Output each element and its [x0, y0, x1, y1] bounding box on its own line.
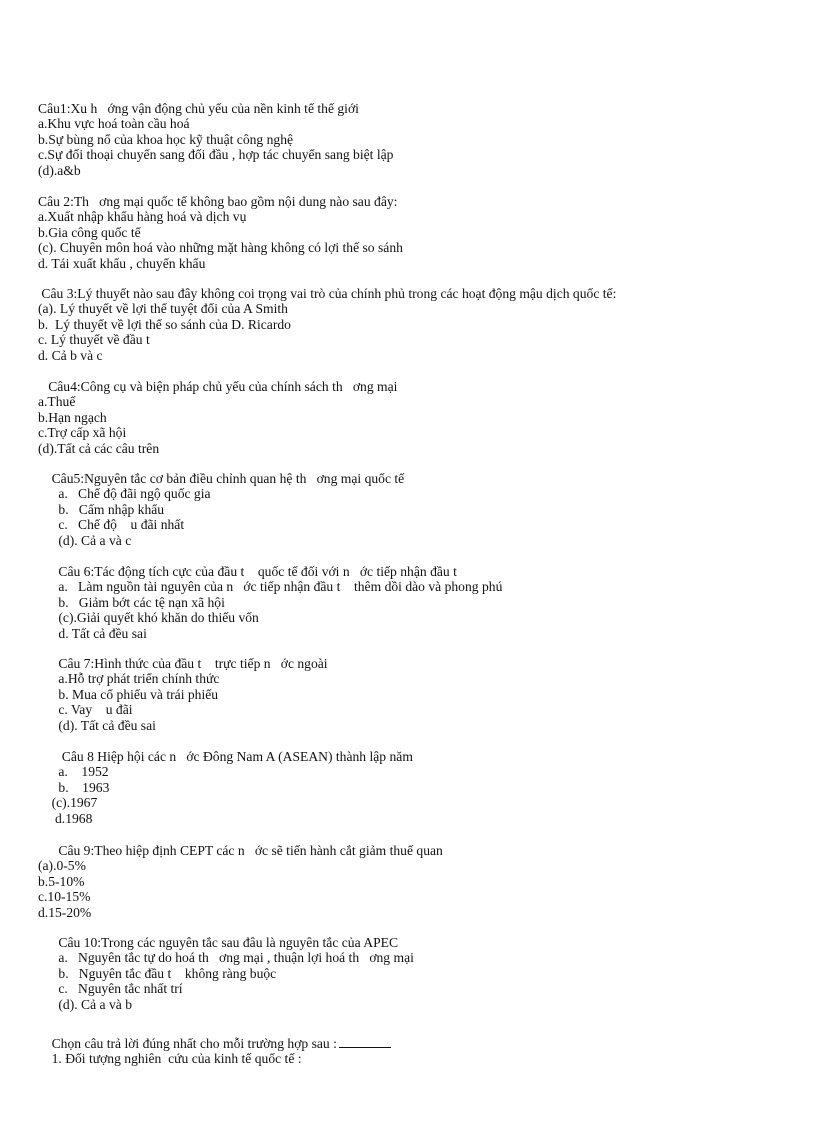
question-5: [38, 471, 816, 548]
instruction-line: [38, 1036, 816, 1051]
question-8: [38, 749, 816, 826]
answer-option: b.Sự bùng nổ của khoa học kỹ thuật công nghệ: [38, 131, 294, 147]
answer-option: b. Nguyên tắc đầu t không ràng buộc: [38, 965, 277, 981]
sub-question-1: 1. Đối tượng nghiên cứu của kinh tế quốc tế :: [38, 1051, 302, 1067]
answer-option: (a). Lý thuyết về lợi thế tuyệt đối của A Smith: [38, 301, 288, 317]
answer-option: a. Nguyên tắc tự do hoá th ơng mại , thuận lợi hoá th ơng mại: [38, 950, 414, 966]
answer-option: c.Trợ cấp xã hội: [38, 425, 127, 441]
answer-option: b.Hạn ngạch: [38, 409, 107, 425]
answer-option: b.5-10%: [38, 873, 85, 889]
answer-option: c.Sự đối thoại chuyển sang đối đầu , hợp tác chuyển sang biệt lập: [38, 147, 394, 163]
answer-option: c. Vay u đãi: [38, 702, 133, 718]
question-1: [38, 101, 816, 178]
answer-option: d. Tái xuất khẩu , chuyển khẩu: [38, 255, 206, 271]
answer-option: (c).1967: [38, 795, 98, 811]
answer-option: a. Làm nguồn tài nguyên của n ớc tiếp nhận đầu t thêm dồi dào và phong phú: [38, 579, 503, 595]
answer-option: a. 1952: [38, 764, 109, 780]
question-title: Câu 6:Tác động tích cực của đầu t quốc tế đối với n ớc tiếp nhận đầu t: [38, 564, 457, 579]
answer-option: (c). Chuyên môn hoá vào những mặt hàng không có lợi thế so sánh: [38, 240, 403, 256]
answer-option: d.1968: [38, 810, 93, 826]
question-title: Câu 10:Trong các nguyên tắc sau đâu là nguyên tắc của APEC: [38, 935, 399, 950]
answer-option: c. Nguyên tắc nhất trí: [38, 981, 183, 997]
question-title: Câu5:Nguyên tắc cơ bản điều chỉnh quan hệ th ơng mại quốc tế: [38, 471, 405, 486]
answer-option: a. Chế độ đãi ngộ quốc gia: [38, 486, 211, 502]
answer-option: d.15-20%: [38, 904, 92, 920]
question-title: Câu 7:Hình thức của đầu t trực tiếp n ớc ngoài: [38, 656, 328, 671]
question-6: [38, 564, 816, 641]
question-4: [38, 379, 816, 456]
answer-option: c. Lý thuyết về đầu t: [38, 332, 150, 348]
answer-option: (d). Tất cả đều sai: [38, 717, 156, 733]
answer-option: b. 1963: [38, 779, 110, 795]
answer-option: b. Giảm bớt các tệ nạn xã hội: [38, 594, 225, 610]
answer-option: (a).0-5%: [38, 858, 86, 874]
answer-option: (d). Cả a và c: [38, 532, 132, 548]
answer-option: c.10-15%: [38, 889, 91, 905]
answer-option: d. Cả b và c: [38, 347, 103, 363]
answer-option: c. Chế độ u đãi nhất: [38, 517, 185, 533]
answer-option: b. Cấm nhập khẩu: [38, 501, 165, 517]
question-title: Câu 8 Hiệp hội các n ớc Đông Nam A (ASEAN) thành lập năm: [38, 749, 413, 764]
answer-option: (d). Cả a và b: [38, 996, 132, 1012]
answer-option: d. Tất cả đều sai: [38, 625, 147, 641]
answer-option: a.Xuất nhập khẩu hàng hoá và dịch vụ: [38, 209, 247, 225]
answer-option: a.Thuế: [38, 394, 76, 410]
question-title: Câu 2:Th ơng mại quốc tế không bao gồm nội dung nào sau đây:: [38, 194, 398, 209]
answer-option: b.Gia công quốc tế: [38, 224, 141, 240]
question-9: [38, 843, 816, 920]
answer-blank: [339, 1036, 391, 1048]
answer-option: (d).Tất cả các câu trên: [38, 440, 160, 456]
answer-option: a.Khu vực hoá toàn cầu hoá: [38, 116, 190, 132]
question-title: Câu 3:Lý thuyết nào sau đây không coi trọng vai trò của chính phủ trong các hoạt động mậu dịch quốc tế:: [38, 286, 617, 301]
question-10: [38, 935, 816, 1012]
answer-option: a.Hỗ trợ phát triển chính thức: [38, 671, 220, 687]
answer-option: b. Lý thuyết về lợi thế so sánh của D. Ricardo: [38, 316, 291, 332]
instruction-text: Chọn câu trả lời đúng nhất cho mỗi trường hợp sau :: [38, 1036, 337, 1051]
answer-option: (c).Giải quyết khó khăn do thiếu vốn: [38, 610, 259, 626]
question-2: [38, 194, 816, 271]
question-3: [38, 286, 816, 363]
answer-option: b. Mua cổ phiếu và trái phiếu: [38, 686, 219, 702]
question-title: Câu4:Công cụ và biện pháp chủ yếu của chính sách th ơng mại: [38, 379, 398, 394]
question-title: Câu 9:Theo hiệp định CEPT các n ớc sẽ tiến hành cắt giảm thuế quan: [38, 843, 443, 858]
answer-option: (d).a&b: [38, 162, 81, 178]
instruction-section: [38, 1036, 816, 1067]
question-title: Câu1:Xu h ớng vận động chủ yếu của nền kinh tế thế giới: [38, 101, 359, 116]
question-7: [38, 656, 816, 733]
